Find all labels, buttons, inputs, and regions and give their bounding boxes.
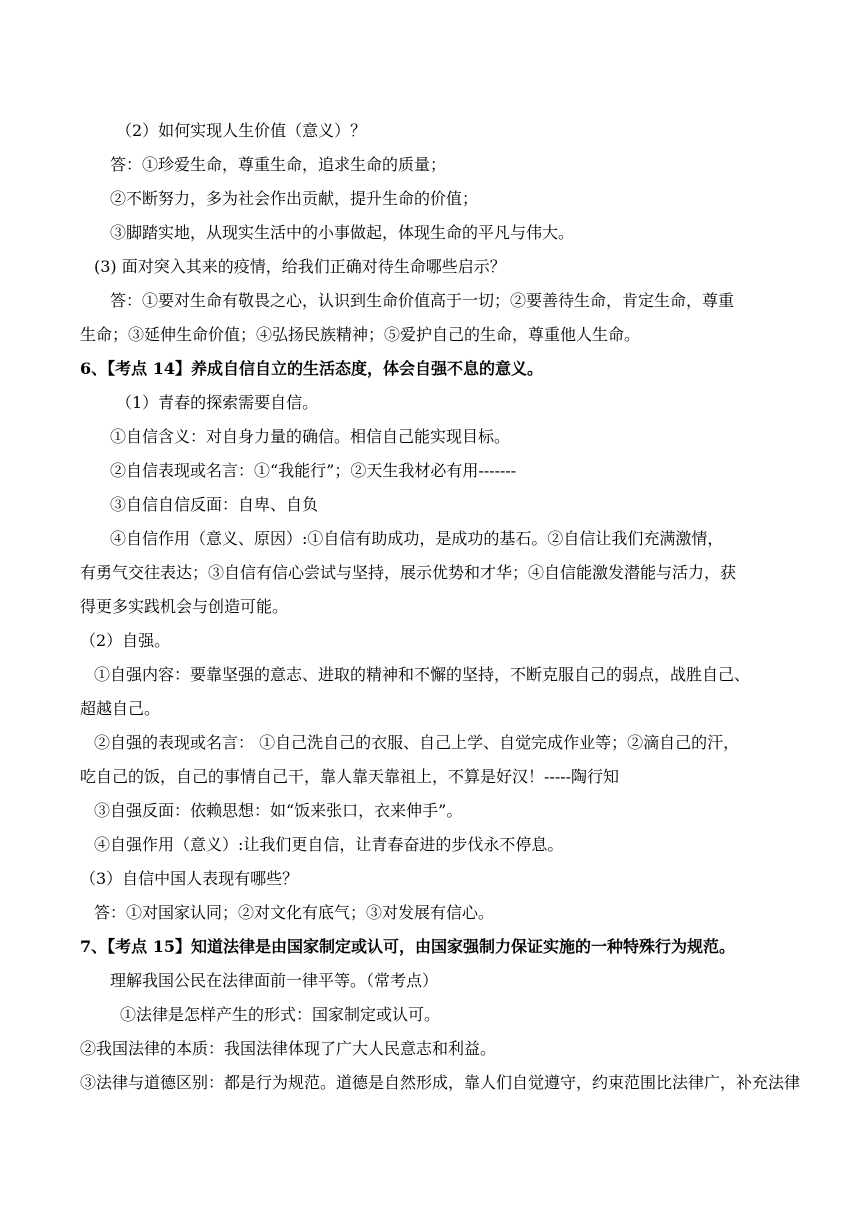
body-line: ④自信作用（意义、原因）:①自信有助成功，是成功的基石。②自信让我们充满激情，: [110, 529, 724, 548]
answer-line: 答：①对国家认同；②对文化有底气；③对发展有信心。: [94, 903, 495, 922]
body-line: ④自强作用（意义）:让我们更自信，让青春奋进的步伐永不停息。: [94, 835, 564, 854]
body-line: ②自强的表现或名言： ①自己洗自己的衣服、自己上学、自觉完成作业等；②滴自己的汗，: [94, 733, 740, 752]
body-line: 有勇气交往表达；③自信有信心尝试与坚持，展示优势和才华；④自信能激发潜能与活力，获: [80, 563, 737, 582]
body-line: ③自强反面：依赖思想：如“饭来张口，衣来伸手”。: [94, 801, 463, 820]
answer-line: ②不断努力，多为社会作出贡献，提升生命的价值；: [110, 189, 479, 208]
answer-line: 生命；③延伸生命价值；④弘扬民族精神；⑤爱护自己的生命，尊重他人生命。: [80, 325, 641, 344]
question-3-heading: (3) 面对突入其来的疫情，给我们正确对待生命哪些启示？: [94, 257, 506, 276]
body-line: ①自信含义：对自身力量的确信。相信自己能实现目标。: [110, 427, 511, 446]
section-7-heading: 7、【考点 15】知道法律是由国家制定或认可，由国家强制力保证实施的一种特殊行为规范。: [80, 937, 735, 956]
subsection-heading: （1）青春的探索需要自信。: [116, 393, 319, 412]
body-line: 吃自己的饭，自己的事情自己干，靠人靠天靠祖上，不算是好汉！-----陶行知: [80, 767, 620, 786]
section-6-heading: 6、【考点 14】养成自信自立的生活态度，体会自强不息的意义。: [80, 359, 543, 378]
body-line: ②自信表现或名言：①“我能行”；②天生我材必有用-------: [110, 461, 517, 480]
body-line: 理解我国公民在法律面前一律平等。（常考点）: [110, 971, 439, 990]
answer-line: 答：①珍爱生命，尊重生命，追求生命的质量；: [110, 155, 447, 174]
subsection-heading: （2）自强。: [80, 631, 171, 650]
body-line: ①法律是怎样产生的形式：国家制定或认可。: [120, 1005, 441, 1024]
answer-line: ③脚踏实地，从现实生活中的小事做起，体现生命的平凡与伟大。: [110, 223, 575, 242]
body-line: ②我国法律的本质：我国法律体现了广大人民意志和利益。: [80, 1039, 497, 1058]
body-line: ③法律与道德区别：都是行为规范。道德是自然形成，靠人们自觉遵守，约束范围比法律广，补充法律: [80, 1073, 801, 1092]
question-2-heading: （2）如何实现人生价值（意义）？: [116, 121, 367, 140]
body-line: 超越自己。: [80, 699, 161, 718]
body-line: 得更多实践机会与创造可能。: [80, 597, 289, 616]
subsection-heading: （3）自信中国人表现有哪些？: [80, 869, 299, 888]
body-line: ①自强内容：要靠坚强的意志、进取的精神和不懈的坚持，不断克服自己的弱点，战胜自己、: [94, 665, 751, 684]
answer-line: 答：①要对生命有敬畏之心，认识到生命价值高于一切；②要善待生命，肯定生命，尊重: [110, 291, 735, 310]
body-line: ③自信自信反面：自卑、自负: [110, 495, 319, 514]
